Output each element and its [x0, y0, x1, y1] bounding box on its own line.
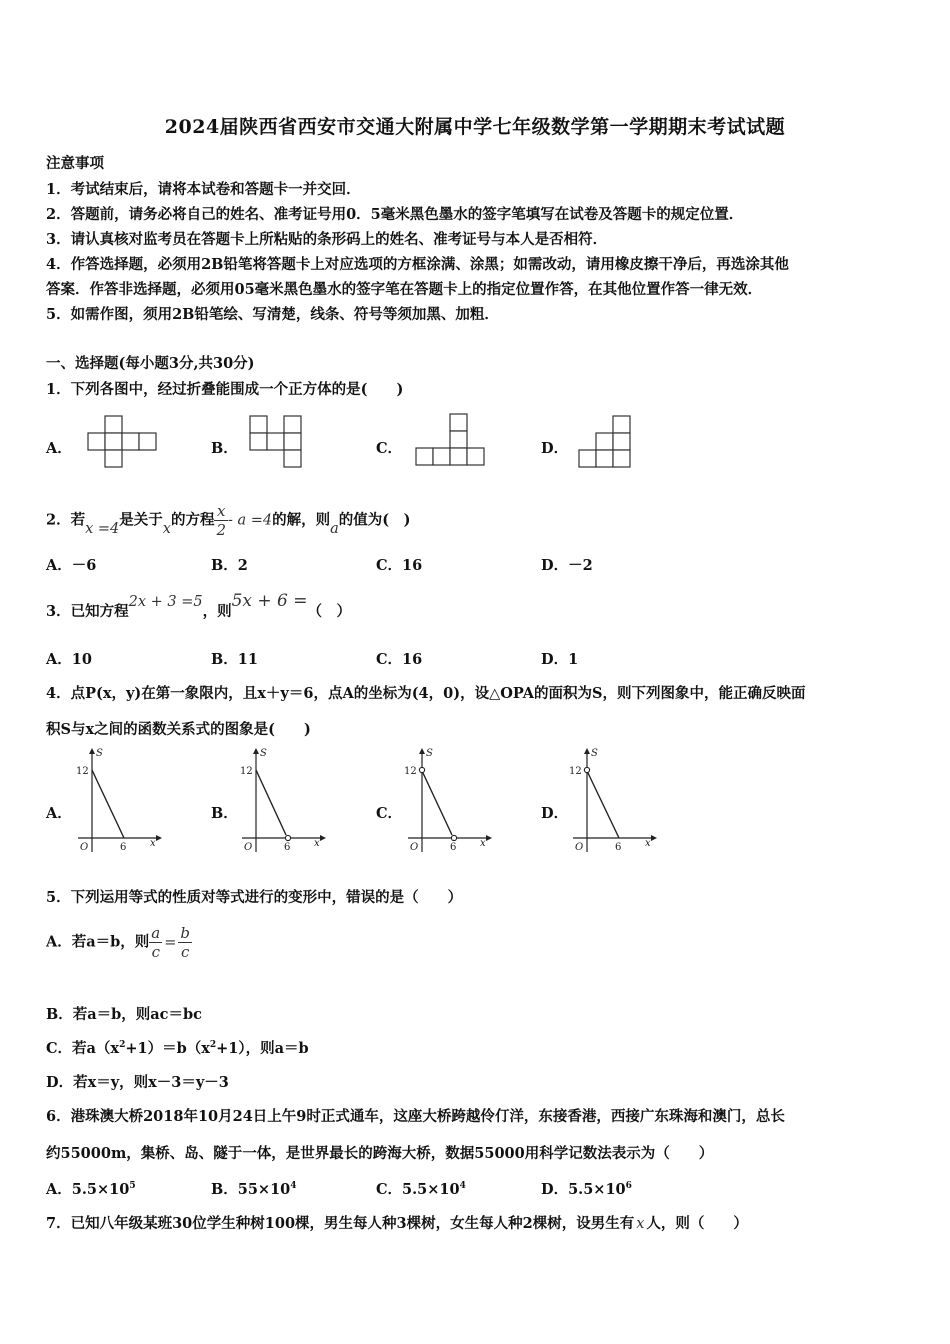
x-axis-label: x	[480, 838, 486, 849]
y-tick-label: 12	[404, 766, 417, 777]
y-axis-arrow	[419, 748, 425, 754]
q5-option-a	[46, 924, 192, 961]
q2-option-c: C．16	[376, 557, 423, 574]
q2-fraction-num: x	[214, 502, 228, 521]
q4-text-line1: 4．点P(x，y)在第一象限内，且x＋y＝6，点A的坐标为(4，0)，设△OPA的面积为S，则下列图象中，能正确反映面	[46, 685, 806, 702]
x-tick-label: 6	[284, 842, 291, 853]
y-axis-label: S	[426, 748, 433, 759]
superscript: 4	[459, 1181, 466, 1192]
q4-option-b-label: B．	[211, 805, 238, 822]
y-tick-label: 12	[76, 766, 89, 777]
q1-option-d-label: D．	[541, 440, 569, 457]
q5-fraction-num: a	[151, 924, 161, 942]
notice-item: 答案．作答非选择题，必须用05毫米黑色墨水的签字笔在答题卡上的指定位置作答，在其他位置作答一律无效．	[46, 281, 763, 298]
q2-part: 2．若	[46, 511, 86, 529]
graph-line	[92, 770, 124, 838]
q5-text: 5．下列运用等式的性质对等式进行的变形中，错误的是（ ）	[46, 889, 463, 906]
q4-graph-b	[236, 746, 326, 854]
x-axis-arrow	[486, 835, 492, 841]
q6-option-a	[46, 1178, 136, 1199]
q2-math: x =4	[85, 520, 120, 537]
q1-net-c-figure	[414, 414, 486, 468]
q4-option-a-label: A．	[46, 805, 72, 822]
notice-item: 1．考试结束后，请将本试卷和答题卡一并交回．	[46, 181, 361, 198]
q3-part: （ ）	[307, 603, 351, 620]
q2-math: x	[162, 520, 171, 537]
q3-text	[46, 591, 351, 621]
q5-option-b: B．若a＝b，则ac＝bc	[46, 1006, 202, 1023]
q6-option-c	[376, 1178, 466, 1199]
q1-option-b-label: B．	[211, 440, 238, 457]
q6-option-b	[211, 1178, 297, 1199]
q3-option-b: B．11	[211, 651, 258, 668]
q3-part: 3．已知方程	[46, 603, 129, 620]
superscript: 2	[119, 1040, 126, 1051]
page-title: 2024届陕西省西安市交通大附属中学七年级数学第一学期期末考试试题	[164, 116, 786, 138]
q2-option-b: B．2	[211, 557, 248, 574]
q2-fraction-den: 2	[216, 521, 226, 539]
q5-option-a-prefix: A．若a＝b，则	[46, 933, 150, 951]
q5-option-c	[46, 1037, 309, 1058]
open-endpoint	[584, 767, 589, 772]
open-endpoint	[451, 835, 456, 840]
y-tick-label: 12	[240, 766, 253, 777]
q2-option-d: D．－2	[541, 557, 593, 574]
q4-graph-c	[402, 746, 492, 854]
y-axis-arrow	[89, 748, 95, 754]
superscript: 2	[209, 1040, 217, 1051]
x-tick-label: 6	[450, 842, 457, 853]
origin-label: O	[410, 842, 419, 853]
q3-option-a: A．10	[46, 651, 92, 668]
q5-option-c-part: C．若a（x	[46, 1040, 120, 1057]
graph-line	[588, 773, 619, 838]
q1-net-d-figure	[579, 416, 635, 470]
q2-math: a	[330, 520, 339, 537]
x-tick-label: 6	[120, 842, 127, 853]
x-axis-label: x	[314, 838, 320, 849]
q3-math: 5x + 6 =	[231, 591, 308, 611]
notice-heading: 注意事项	[46, 155, 104, 172]
x-axis-label: x	[645, 838, 651, 849]
q2-part: 的解，则	[272, 511, 331, 529]
q4-graph-a	[72, 746, 162, 854]
x-axis-arrow	[156, 835, 162, 841]
y-axis-label: S	[260, 748, 267, 759]
y-tick-label: 12	[569, 766, 582, 777]
graph-line	[256, 770, 286, 835]
q2-fraction	[214, 502, 228, 539]
q1-net-a-figure	[88, 416, 160, 468]
q2-part: 的值为( )	[338, 511, 411, 529]
notice-item: 3．请认真核对监考员在答题卡上所粘贴的条形码上的姓名、准考证号与本人是否相符．	[46, 231, 608, 248]
origin-label: O	[244, 842, 253, 853]
superscript: 5	[129, 1181, 136, 1192]
origin-label: O	[80, 842, 89, 853]
section-heading: 一、选择题(每小题3分,共30分)	[46, 355, 255, 372]
q5-option-c-part: +1），则a＝b	[216, 1040, 309, 1057]
notice-item: 5．如需作图，须用2B铅笔绘、写清楚，线条、符号等须加黑、加粗．	[46, 306, 499, 323]
q6-option-base: A．5.5×10	[46, 1181, 130, 1198]
q2-option-a: A．－6	[46, 557, 97, 574]
q7-part: 7．已知八年级某班30位学生种树100棵，男生每人种3棵树，女生每人种2棵树，设男生有	[46, 1215, 635, 1232]
q6-option-base: C．5.5×10	[376, 1181, 460, 1198]
y-axis-arrow	[253, 748, 259, 754]
q5-equals: =	[164, 934, 177, 951]
q5-fraction-num: b	[180, 924, 191, 942]
q2-text	[46, 502, 411, 539]
x-axis-arrow	[320, 835, 326, 841]
superscript: 4	[290, 1181, 297, 1192]
notice-item: 2．答题前，请务必将自己的姓名、准考证号用0．5毫米黑色墨水的签字笔填写在试卷及答题卡的规定位置．	[46, 206, 744, 223]
q3-math: 2x + 3 =5	[128, 594, 203, 610]
q3-option-c: C．16	[376, 651, 423, 668]
q5-fraction-den: c	[151, 943, 160, 961]
q5-fraction	[178, 924, 192, 961]
q7-math: x	[636, 1216, 645, 1232]
q2-part: 是关于	[119, 511, 163, 529]
q5-option-c-part: +1）＝b（x	[125, 1040, 210, 1057]
q5-fraction-den: c	[181, 943, 190, 961]
q6-option-base: D．5.5×10	[541, 1181, 626, 1198]
superscript: 6	[625, 1181, 632, 1192]
q6-option-d	[541, 1178, 632, 1199]
q4-option-d-label: D．	[541, 805, 569, 822]
open-endpoint	[285, 835, 290, 840]
y-axis-label: S	[591, 748, 598, 759]
y-axis-arrow	[584, 748, 590, 754]
notice-item: 4．作答选择题，必须用2B铅笔将答题卡上对应选项的方框涂满、涂黑；如需改动，请用橡皮擦干净后，再选涂其他	[46, 256, 789, 273]
q4-graph-d	[567, 746, 657, 854]
q2-math: - a =4	[228, 512, 273, 529]
q6-text-line2: 约55000m，集桥、岛、隧于一体，是世界最长的跨海大桥，数据55000用科学记数法表示为（ ）	[46, 1145, 714, 1162]
q4-text-line2: 积S与x之间的函数关系式的图象是( )	[46, 721, 311, 738]
q6-option-base: B．55×10	[211, 1181, 291, 1198]
q6-text-line1: 6．港珠澳大桥2018年10月24日上午9时正式通车，这座大桥跨越伶仃洋，东接香港，西接广东珠海和澳门，总长	[46, 1108, 785, 1125]
q1-text: 1．下列各图中，经过折叠能围成一个正方体的是( )	[46, 381, 404, 398]
q3-option-d: D．1	[541, 651, 579, 668]
q5-option-d: D．若x＝y，则x－3＝y－3	[46, 1074, 229, 1091]
q7-part: 人，则（ ）	[646, 1215, 748, 1232]
q2-part: 的方程	[170, 511, 215, 529]
y-axis-label: S	[96, 748, 103, 759]
q1-net-b-figure	[250, 416, 306, 470]
q1-option-c-label: C．	[376, 440, 403, 457]
x-tick-label: 6	[615, 842, 622, 853]
q5-fraction	[149, 924, 162, 961]
q4-option-c-label: C．	[376, 805, 403, 822]
q1-option-a-label: A．	[46, 440, 72, 457]
x-axis-label: x	[150, 838, 156, 849]
origin-label: O	[575, 842, 584, 853]
x-axis-arrow	[651, 835, 657, 841]
graph-line	[423, 773, 452, 835]
q7-text	[46, 1212, 748, 1233]
open-endpoint	[419, 767, 424, 772]
q3-part: ，则	[202, 603, 232, 620]
